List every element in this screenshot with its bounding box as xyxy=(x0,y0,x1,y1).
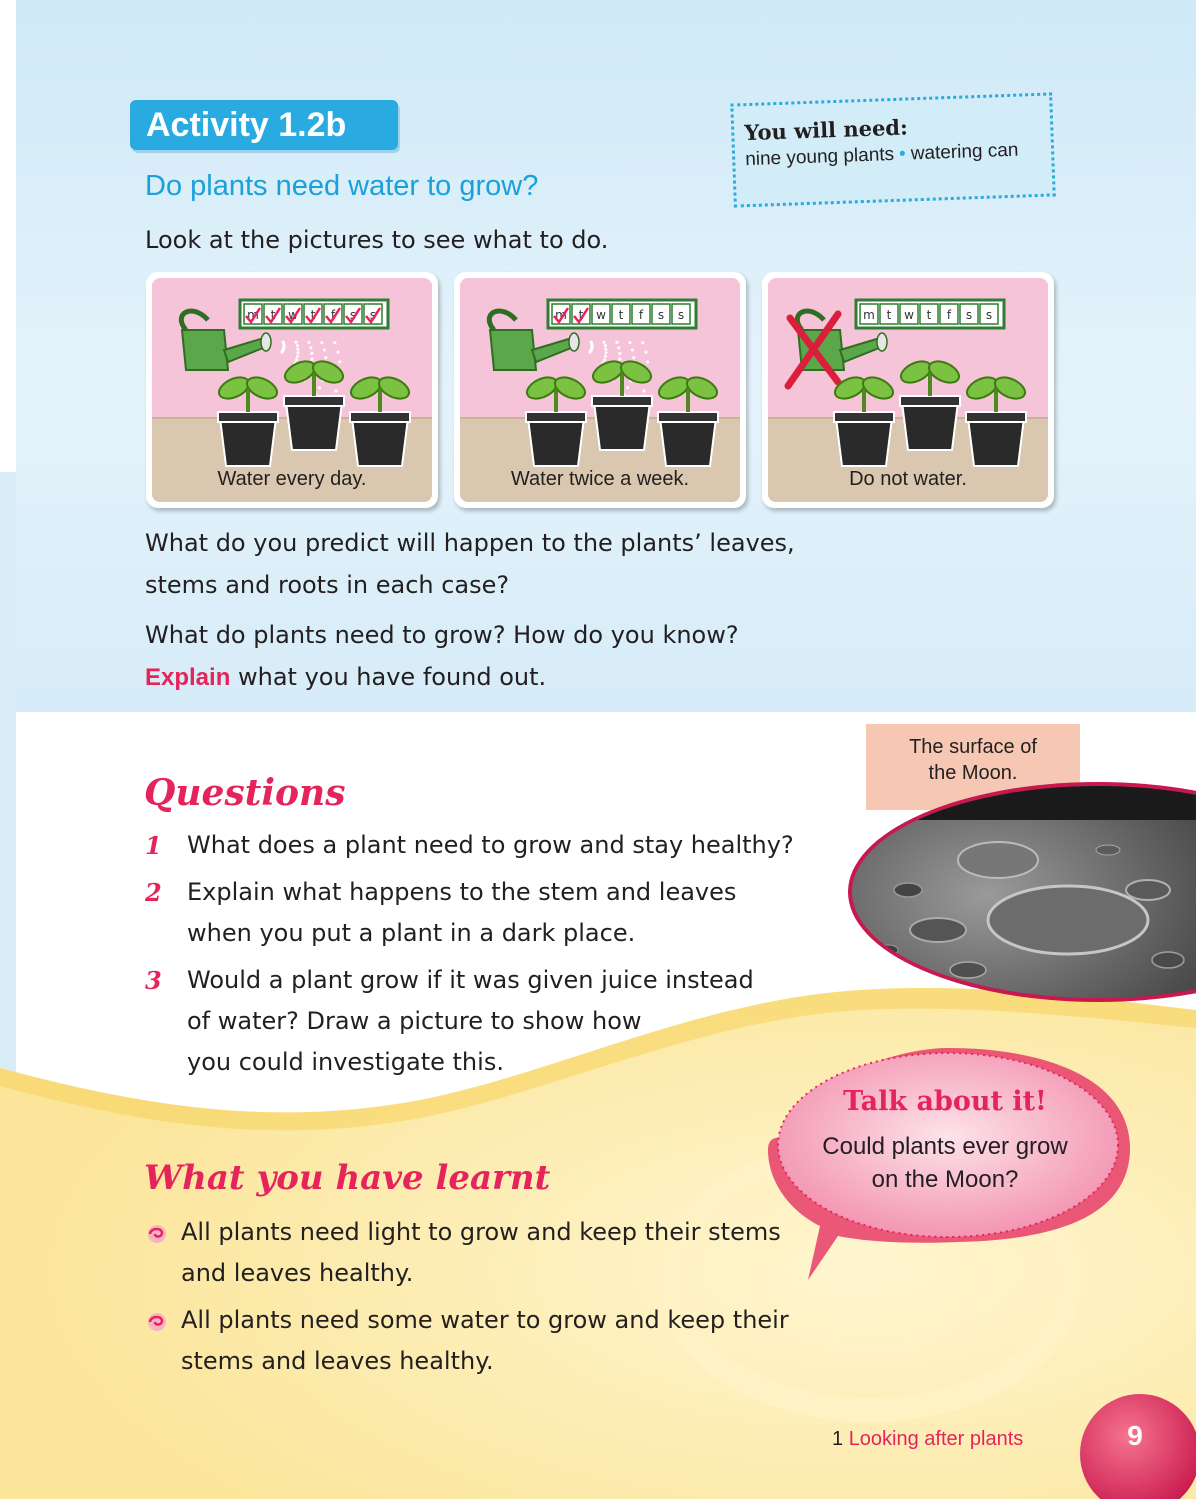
day-letter: s xyxy=(985,308,993,322)
day-letter: s xyxy=(677,308,685,322)
day-letter: s xyxy=(349,308,357,322)
plant-pot xyxy=(898,357,963,450)
day-letter: m xyxy=(863,308,875,322)
learnt-line: stems and leaves healthy. xyxy=(181,1347,494,1375)
day-letter: f xyxy=(638,308,644,322)
day-letter: s xyxy=(369,308,377,322)
explain-line xyxy=(145,656,739,699)
day-letter: t xyxy=(926,308,932,322)
day-chart xyxy=(548,300,696,328)
talk-question xyxy=(780,1130,1110,1196)
plant-pot xyxy=(590,357,655,450)
plant-pot xyxy=(964,373,1029,466)
question-number: 2 xyxy=(145,878,162,907)
you-will-need-box xyxy=(730,92,1055,207)
learnt-line: and leaves healthy. xyxy=(181,1259,414,1287)
plant-pot xyxy=(832,373,897,466)
need-item: nine young plants xyxy=(744,143,895,171)
learnt-heading: What you have learnt xyxy=(144,1158,551,1198)
questions-heading: Questions xyxy=(144,772,346,814)
day-letter: s xyxy=(657,308,665,322)
panel-caption: Water twice a week. xyxy=(510,468,690,490)
panel-caption: Water every day. xyxy=(217,468,367,490)
page-number: 9 xyxy=(1127,1420,1143,1451)
day-letter: s xyxy=(965,308,973,322)
plant-pot xyxy=(656,373,721,466)
question-text xyxy=(187,960,754,1083)
day-letter: t xyxy=(578,308,584,322)
activity-panel-no-water xyxy=(762,272,1054,508)
plant-pot xyxy=(524,373,589,466)
you-will-need-title: You will need: xyxy=(743,114,909,146)
panel-scene xyxy=(768,278,1048,502)
explain-rest: what you have found out. xyxy=(230,663,547,691)
day-letter: w xyxy=(596,308,606,322)
activity-panel-daily xyxy=(146,272,438,508)
plant-pot xyxy=(216,373,281,466)
day-letter: w xyxy=(288,308,298,322)
question-number: 3 xyxy=(145,966,162,995)
moon-surface-photo xyxy=(848,780,1196,1010)
chapter-number: 1 xyxy=(832,1428,844,1450)
day-chart xyxy=(856,300,1004,328)
question-number: 1 xyxy=(145,831,162,860)
question-line: you could investigate this. xyxy=(187,1048,504,1076)
panel-caption: Do not water. xyxy=(849,468,967,490)
moon-caption-line: The surface of xyxy=(909,736,1037,758)
plant-pot xyxy=(282,357,347,450)
chapter-title: Looking after plants xyxy=(848,1428,1024,1450)
activity-panel-twice-weekly xyxy=(454,272,746,508)
need-to-grow-question xyxy=(145,614,739,699)
question-line: Explain what happens to the stem and leaves xyxy=(187,878,737,906)
day-letter: m xyxy=(247,308,259,322)
activity-question: Do plants need water to grow? xyxy=(145,170,539,202)
need-grow-line: What do plants need to grow? How do you know? xyxy=(145,621,739,649)
bullet-dot-icon: • xyxy=(898,143,907,165)
day-letter: t xyxy=(270,308,276,322)
day-letter: t xyxy=(310,308,316,322)
day-chart xyxy=(240,300,388,328)
day-letter: f xyxy=(946,308,952,322)
you-will-need-items xyxy=(745,140,1019,172)
day-letter: w xyxy=(904,308,914,322)
question-line: What does a plant need to grow and stay healthy? xyxy=(187,831,794,859)
predict-question xyxy=(145,522,795,606)
panel-scene xyxy=(152,278,432,502)
day-letter: t xyxy=(886,308,892,322)
swirl-bullet-icon xyxy=(145,1312,169,1332)
activity-tag: Activity 1.2b xyxy=(130,100,398,150)
plant-pot xyxy=(348,373,413,466)
question-text xyxy=(187,872,736,954)
explain-keyword: Explain xyxy=(145,664,231,691)
talk-line: Could plants ever grow xyxy=(822,1133,1068,1160)
panel-scene xyxy=(460,278,740,502)
predict-line: What do you predict will happen to the plants’ leaves, xyxy=(145,529,795,557)
day-letter: m xyxy=(555,308,567,322)
learnt-text xyxy=(181,1212,781,1294)
talk-title: Talk about it! xyxy=(843,1086,1047,1117)
moon-caption-line: the Moon. xyxy=(928,762,1018,784)
swirl-bullet-icon xyxy=(145,1224,169,1244)
predict-line: stems and roots in each case? xyxy=(145,571,510,599)
learnt-line: All plants need light to grow and keep their stems xyxy=(181,1218,781,1246)
need-item: watering can xyxy=(910,139,1019,165)
day-letter: f xyxy=(330,308,336,322)
question-line: Would a plant grow if it was given juice instead xyxy=(187,966,754,994)
learnt-line: All plants need some water to grow and keep their xyxy=(181,1306,789,1334)
talk-line: on the Moon? xyxy=(871,1166,1019,1193)
learnt-text xyxy=(181,1300,789,1382)
question-line: when you put a plant in a dark place. xyxy=(187,919,636,947)
activity-instruction: Look at the pictures to see what to do. xyxy=(145,226,609,254)
day-letter: t xyxy=(618,308,624,322)
question-text xyxy=(187,825,794,866)
chapter-footer xyxy=(832,1428,1023,1451)
question-line: of water? Draw a picture to show how xyxy=(187,1007,642,1035)
